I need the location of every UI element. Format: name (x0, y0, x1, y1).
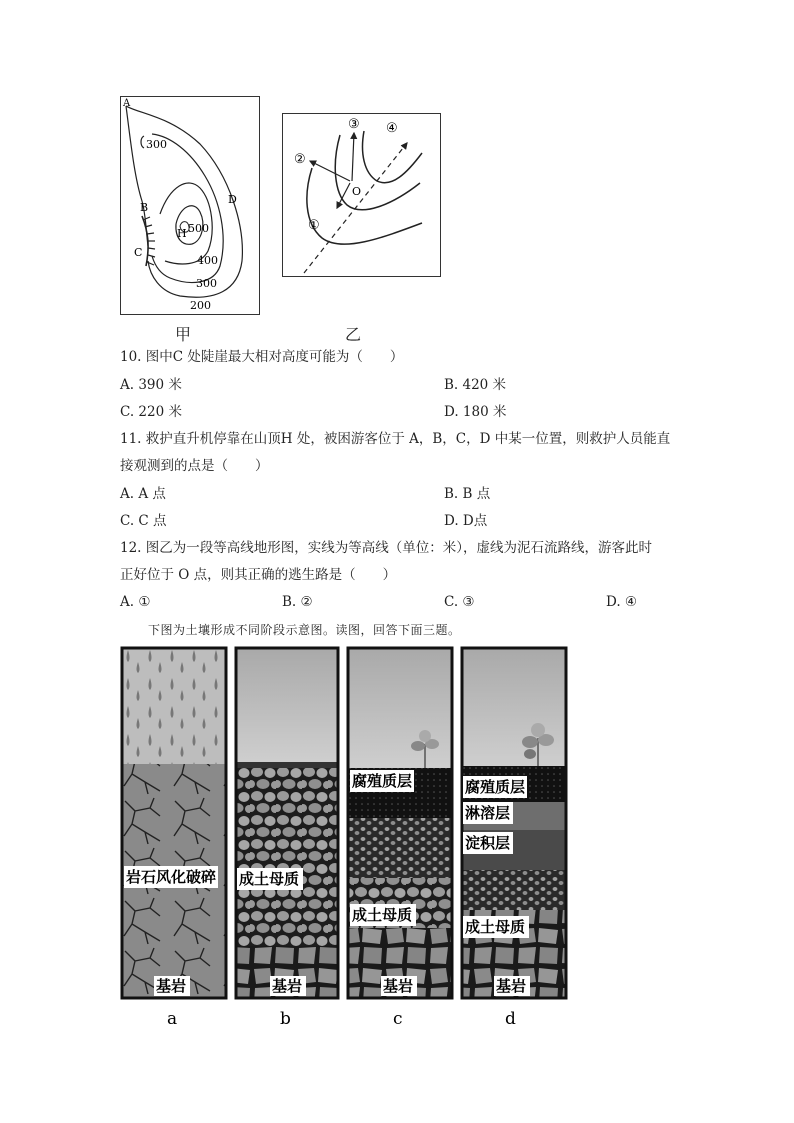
panel-c-letter: c (393, 1009, 403, 1029)
question-10: 10. 图中C 处陡崖最大相对高度可能为（ ） (120, 349, 404, 365)
panel-d-eluvial-label: 淋溶层 (465, 804, 511, 822)
soil-panel-d (462, 648, 566, 1029)
panel-d-illuvial-label: 淀积层 (465, 834, 511, 852)
label-d: D (228, 193, 237, 206)
soil-panel-b (236, 648, 338, 1029)
q11-option-a[interactable]: A. A 点 (120, 486, 166, 502)
panel-d-letter: d (505, 1009, 516, 1029)
label-b: B (140, 201, 149, 214)
panel-d-parent-material-label: 成土母质 (465, 918, 526, 936)
q11-option-d[interactable]: D. D点 (444, 513, 488, 529)
q12-option-c[interactable]: C. ③ (444, 594, 475, 610)
question-12-line1: 12. 图乙为一段等高线地形图，实线为等高线（单位：米），虚线为泥石流路线，游客此时 (120, 540, 653, 556)
caption-yi: 乙 (345, 325, 362, 344)
contour-300-bottom: 300 (196, 277, 217, 290)
panel-c-parent-material-label: 成土母质 (352, 906, 413, 924)
panel-b-bedrock-label: 基岩 (272, 977, 303, 995)
contour-map-jia (120, 96, 260, 316)
figure-jia (120, 96, 260, 316)
route-2: ② (294, 152, 306, 167)
contour-400: 400 (197, 254, 218, 267)
panel-c-bedrock-label: 基岩 (383, 977, 414, 995)
q12-option-d[interactable]: D. ④ (606, 594, 638, 610)
label-o: O (352, 185, 362, 198)
panel-a-bedrock-label: 基岩 (156, 977, 187, 995)
panel-a-letter: a (167, 1009, 178, 1029)
label-h: H (177, 227, 187, 240)
panel-b-letter: b (280, 1009, 291, 1029)
question-12-line2: 正好位于 O 点，则其正确的逃生路是（ ） (120, 567, 397, 583)
q11-option-b[interactable]: B. B 点 (444, 486, 491, 502)
contour-500: 500 (188, 222, 209, 235)
route-4: ④ (386, 121, 398, 136)
caption-jia: 甲 (175, 325, 192, 344)
contour-map-yi (282, 113, 442, 278)
q10-option-c[interactable]: C. 220 米 (120, 404, 182, 420)
q10-option-b[interactable]: B. 420 米 (444, 377, 507, 393)
q11-option-c[interactable]: C. C 点 (120, 513, 167, 529)
q10-option-d[interactable]: D. 180 米 (444, 404, 507, 420)
route-3: ③ (348, 117, 360, 132)
soil-panel-a (122, 648, 226, 1029)
label-c: C (134, 246, 143, 259)
question-11-line2: 接观测到的点是（ ） (120, 458, 269, 474)
contour-300-top: 300 (146, 138, 167, 151)
panel-d-humus-label: 腐殖质层 (465, 778, 526, 796)
figure-yi (282, 113, 442, 278)
panel-a-weathered-label: 岩石风化破碎 (126, 868, 217, 886)
q12-option-a[interactable]: A. ① (120, 594, 151, 610)
soil-figure (120, 646, 570, 1031)
label-a: A (123, 98, 131, 109)
panel-b-parent-material-label: 成土母质 (239, 870, 300, 888)
contour-200: 200 (190, 299, 211, 312)
panel-d-bedrock-label: 基岩 (496, 977, 527, 995)
panel-c-humus-label: 腐殖质层 (352, 772, 413, 790)
q10-option-a[interactable]: A. 390 米 (120, 377, 182, 393)
route-1: ① (308, 218, 320, 233)
soil-stages-diagram (120, 646, 570, 1031)
q12-option-b[interactable]: B. ② (282, 594, 313, 610)
question-11-line1: 11. 救护直升机停靠在山顶H 处，被困游客位于 A，B，C，D 中某一位置，则救护人员能直 (120, 431, 671, 447)
soil-panel-c (348, 648, 452, 1029)
soil-intro: 下图为土壤形成不同阶段示意图。读图，回答下面三题。 (148, 623, 461, 637)
